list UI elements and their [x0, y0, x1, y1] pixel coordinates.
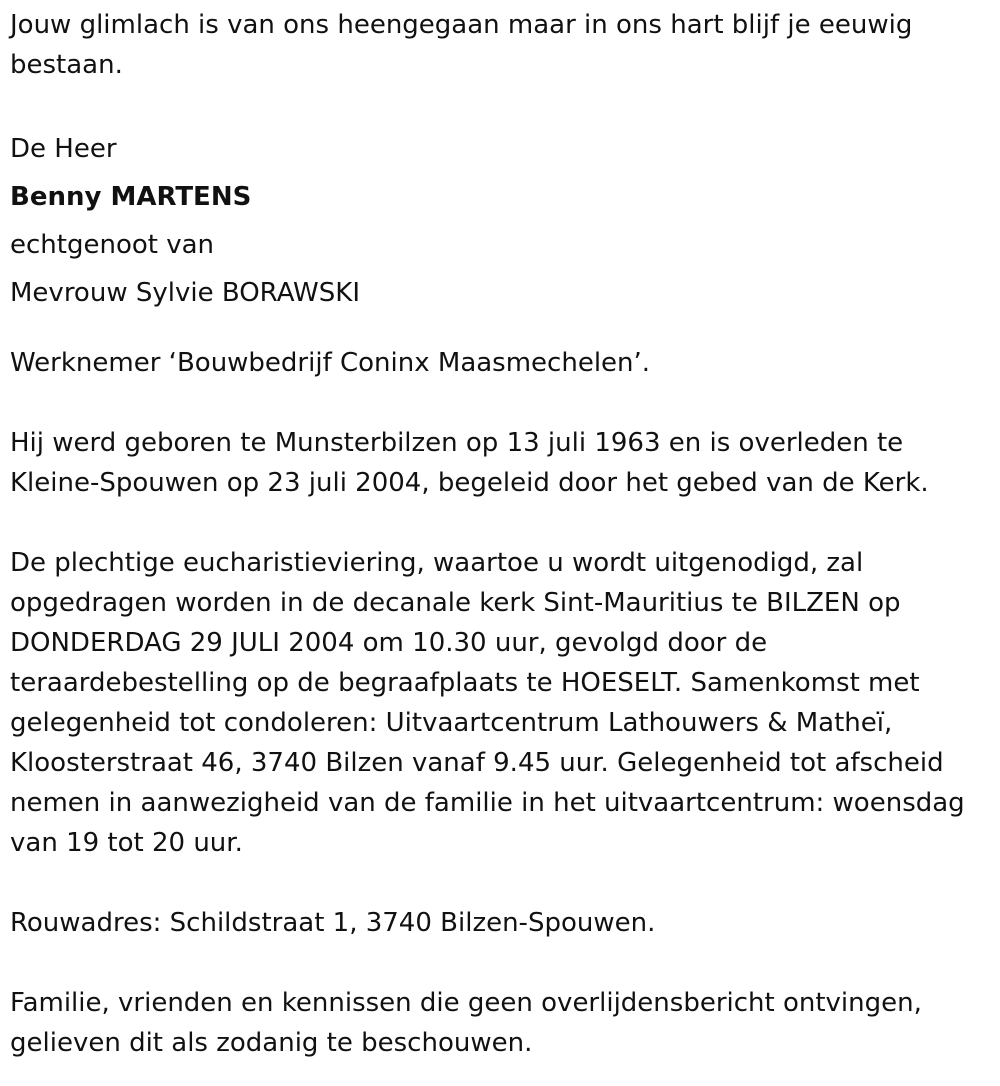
ceremony-line: opgedragen worden in de decanale kerk Sint-Mauritius te BILZEN op — [10, 588, 901, 618]
intro-line: bestaan. — [10, 50, 123, 80]
intro-paragraph — [10, 5, 995, 85]
birth-death-line: Hij werd geboren te Munsterbilzen op 13 juli 1963 en is overleden te — [10, 428, 904, 458]
birth-death-paragraph — [10, 423, 995, 503]
closing-line: Familie, vrienden en kennissen die geen overlijdensbericht ontvingen, — [10, 988, 922, 1018]
employment-line: Werknemer ‘Bouwbedrijf Coninx Maasmechelen’. — [10, 348, 651, 378]
intro-line: Jouw glimlach is van ons heengegaan maar in ons hart blijf je eeuwig — [10, 10, 913, 40]
deceased-name: Benny MARTENS — [10, 182, 252, 212]
paragraph-gap — [10, 317, 1000, 343]
employment-paragraph — [10, 343, 995, 383]
ceremony-line: De plechtige eucharistieviering, waartoe u wordt uitgenodigd, zal — [10, 548, 864, 578]
ceremony-line: gelegenheid tot condoleren: Uitvaartcentrum Lathouwers & Matheï, — [10, 708, 893, 738]
paragraph-gap — [10, 85, 1000, 125]
ceremony-paragraph — [10, 543, 995, 863]
closing-paragraph — [10, 983, 995, 1063]
paragraph-gap — [10, 863, 1000, 903]
name-block — [10, 125, 995, 317]
salutation: De Heer — [10, 134, 117, 164]
paragraph-gap — [10, 503, 1000, 543]
address-line: Rouwadres: Schildstraat 1, 3740 Bilzen-Spouwen. — [10, 908, 656, 938]
ceremony-line: Kloosterstraat 46, 3740 Bilzen vanaf 9.45 uur. Gelegenheid tot afscheid — [10, 748, 944, 778]
ceremony-line: teraardebestelling op de begraafplaats te HOESELT. Samenkomst met — [10, 668, 920, 698]
ceremony-line: nemen in aanwezigheid van de familie in het uitvaartcentrum: woensdag — [10, 788, 965, 818]
ceremony-line: DONDERDAG 29 JULI 2004 om 10.30 uur, gevolgd door de — [10, 628, 768, 658]
birth-death-line: Kleine-Spouwen op 23 juli 2004, begeleid door het gebed van de Kerk. — [10, 468, 929, 498]
spouse-name: Mevrouw Sylvie BORAWSKI — [10, 278, 360, 308]
paragraph-gap — [10, 383, 1000, 423]
closing-line: gelieven dit als zodanig te beschouwen. — [10, 1028, 533, 1058]
relation-text: echtgenoot van — [10, 230, 215, 260]
address-paragraph — [10, 903, 995, 943]
paragraph-gap — [10, 943, 1000, 983]
ceremony-line: van 19 tot 20 uur. — [10, 828, 243, 858]
